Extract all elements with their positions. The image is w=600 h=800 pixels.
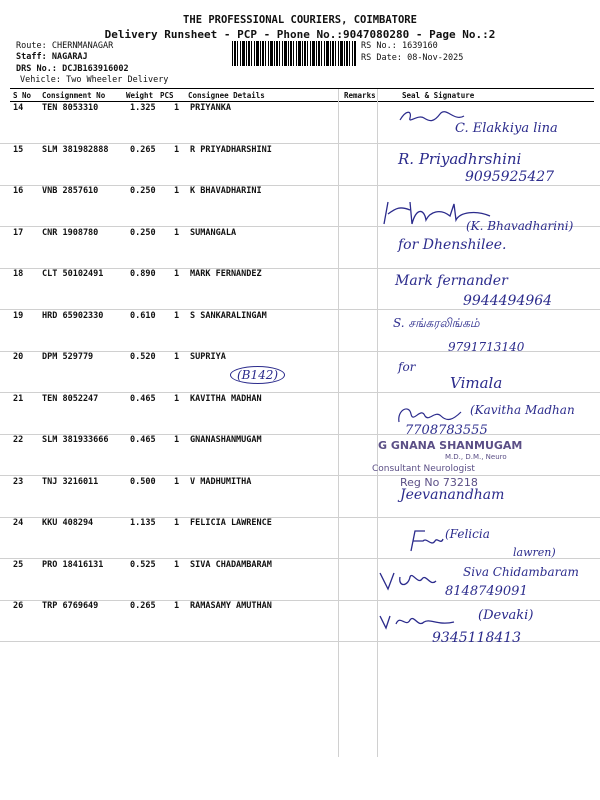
vehicle-value: Two Wheeler Delivery	[66, 75, 169, 85]
row-consignee: GNANASHANMUGAM	[190, 435, 262, 445]
signature-20: Vimala	[450, 374, 503, 392]
row-consignment-no: SLM 381982888	[42, 145, 109, 155]
row-sno: 24	[13, 518, 24, 528]
row-pcs: 1	[174, 394, 180, 404]
row-sno: 17	[13, 228, 24, 238]
row-pcs: 1	[174, 477, 180, 487]
col-consignee: Consignee Details	[188, 91, 265, 100]
signature-20-for: for	[398, 360, 416, 374]
route-label: Route:	[16, 41, 47, 51]
document-title: THE PROFESSIONAL COURIERS, COIMBATORE	[183, 14, 417, 26]
row-pcs: 1	[174, 269, 180, 279]
row-weight: 0.265	[130, 601, 156, 611]
row-pcs: 1	[174, 601, 180, 611]
row-consignment-no: TEN 8053310	[42, 103, 99, 113]
signature-17: for Dhenshilee.	[398, 237, 507, 253]
row-consignee: RAMASAMY AMUTHAN	[190, 601, 272, 611]
row-weight: 0.525	[130, 560, 156, 570]
signature-24-name: lawren)	[513, 546, 556, 559]
row-sno: 22	[13, 435, 24, 445]
doctor-stamp-title: Consultant Neurologist	[372, 464, 475, 474]
col-seal-signature: Seal & Signature	[402, 91, 475, 100]
remark-handwritten: (B142)	[230, 366, 285, 384]
row-pcs: 1	[174, 145, 180, 155]
staff-value: NAGARAJ	[51, 52, 88, 62]
signature-14: C. Elakkiya lina	[455, 121, 558, 136]
row-sno: 14	[13, 103, 24, 113]
row-sno: 20	[13, 352, 24, 362]
row-sno: 23	[13, 477, 24, 487]
row-consignment-no: SLM 381933666	[42, 435, 109, 445]
row-pcs: 1	[174, 518, 180, 528]
table-row	[0, 351, 600, 393]
signature-25-phone: 8148749091	[445, 584, 528, 599]
row-sno: 21	[13, 394, 24, 404]
signature-21-phone: 7708783555	[405, 423, 488, 438]
col-consignment: Consignment No	[42, 91, 106, 100]
drs-value: DCJB163916002	[62, 64, 129, 74]
table-row	[0, 476, 600, 518]
row-consignment-no: VNB 2857610	[42, 186, 99, 196]
signature-25: Siva Chidambaram	[463, 565, 579, 579]
row-weight: 0.465	[130, 435, 156, 445]
signature-15-phone: 9095925427	[465, 169, 555, 185]
signature-19-phone: 9791713140	[448, 340, 525, 354]
signature-26: (Devaki)	[478, 608, 534, 623]
rs-date-value: 08-Nov-2025	[407, 53, 464, 63]
row-pcs: 1	[174, 103, 180, 113]
row-consignee: SUMANGALA	[190, 228, 237, 238]
drs-label: DRS No.:	[16, 64, 57, 74]
row-weight: 1.135	[130, 518, 156, 528]
row-consignee: PRIYANKA	[190, 103, 231, 113]
col-pcs: PCS	[160, 91, 174, 100]
staff-label: Staff:	[16, 52, 47, 62]
row-consignee: S SANKARALINGAM	[190, 311, 267, 321]
table-row	[0, 517, 600, 559]
row-consignment-no: DPM 529779	[42, 352, 94, 362]
row-pcs: 1	[174, 186, 180, 196]
runsheet-subtitle: Delivery Runsheet - PCP - Phone No.:9047080280 - Page No.:2	[104, 28, 496, 41]
row-sno: 26	[13, 601, 24, 611]
staff-line	[16, 52, 88, 62]
doctor-stamp-name: G GNANA SHANMUGAM	[378, 439, 523, 452]
col-sno: S No	[13, 91, 32, 100]
row-weight: 0.520	[130, 352, 156, 362]
row-consignment-no: PRO 18416131	[42, 560, 104, 570]
table-top-rule	[10, 88, 594, 89]
row-consignee: KAVITHA MADHAN	[190, 394, 262, 404]
row-consignment-no: HRD 65902330	[42, 311, 104, 321]
row-weight: 0.890	[130, 269, 156, 279]
signature-26-phone: 9345118413	[432, 630, 522, 646]
route-line	[16, 41, 113, 51]
drs-line	[16, 64, 129, 74]
row-pcs: 1	[174, 352, 180, 362]
row-weight: 0.250	[130, 228, 156, 238]
row-consignment-no: TRP 6769649	[42, 601, 99, 611]
row-consignment-no: CLT 50102491	[42, 269, 104, 279]
row-sno: 19	[13, 311, 24, 321]
row-weight: 0.265	[130, 145, 156, 155]
row-sno: 15	[13, 145, 24, 155]
row-consignee: V MADHUMITHA	[190, 477, 252, 487]
signature-16: (K. Bhavadharini)	[466, 219, 574, 233]
col-remarks: Remarks	[344, 91, 376, 100]
table-row	[0, 227, 600, 269]
rs-date-line	[361, 53, 463, 63]
row-consignee: FELICIA LAWRENCE	[190, 518, 272, 528]
signature-18-phone: 9944494964	[463, 293, 553, 309]
row-consignee: MARK FERNANDEZ	[190, 269, 262, 279]
signature-23: Jeevanandham	[400, 487, 505, 503]
signature-scribble-25	[378, 567, 438, 593]
barcode	[232, 41, 356, 66]
row-pcs: 1	[174, 560, 180, 570]
row-pcs: 1	[174, 435, 180, 445]
row-consignee: SIVA CHADAMBARAM	[190, 560, 272, 570]
row-consignee: K BHAVADHARINI	[190, 186, 262, 196]
route-value: CHERNMANAGAR	[51, 41, 114, 51]
rs-no-value: 1639160	[401, 41, 438, 51]
rs-no-line	[361, 41, 438, 51]
row-weight: 0.610	[130, 311, 156, 321]
signature-scribble-26	[378, 610, 458, 632]
row-consignee: R PRIYADHARSHINI	[190, 145, 272, 155]
rs-no-label: RS No.:	[361, 41, 397, 51]
col-weight: Weight	[126, 91, 154, 100]
vehicle-label: Vehicle:	[20, 75, 61, 85]
row-sno: 25	[13, 560, 24, 570]
signature-21: (Kavitha Madhan	[470, 403, 575, 417]
signature-19: S. சங்கரலிங்கம்	[393, 316, 480, 330]
signature-15: R. Priyadhrshini	[398, 150, 522, 168]
row-consignment-no: KKU 408294	[42, 518, 94, 528]
vehicle-line	[20, 75, 168, 85]
row-consignment-no: TNJ 3216011	[42, 477, 99, 487]
doctor-stamp-qualification: M.D., D.M., Neuro	[445, 453, 507, 461]
row-sno: 18	[13, 269, 24, 279]
row-weight: 0.500	[130, 477, 156, 487]
row-pcs: 1	[174, 311, 180, 321]
row-weight: 0.250	[130, 186, 156, 196]
row-consignment-no: CNR 1908780	[42, 228, 99, 238]
signature-18: Mark fernander	[395, 273, 508, 289]
row-sno: 16	[13, 186, 24, 196]
rs-date-label: RS Date:	[361, 53, 402, 63]
row-consignment-no: TEN 8052247	[42, 394, 99, 404]
signature-scribble-24	[405, 527, 445, 555]
row-pcs: 1	[174, 228, 180, 238]
row-weight: 0.465	[130, 394, 156, 404]
row-weight: 1.325	[130, 103, 156, 113]
row-consignee: SUPRIYA	[190, 352, 226, 362]
doctor-stamp-reg: Reg No 73218	[400, 476, 478, 489]
signature-24: (Felicia	[445, 527, 490, 541]
